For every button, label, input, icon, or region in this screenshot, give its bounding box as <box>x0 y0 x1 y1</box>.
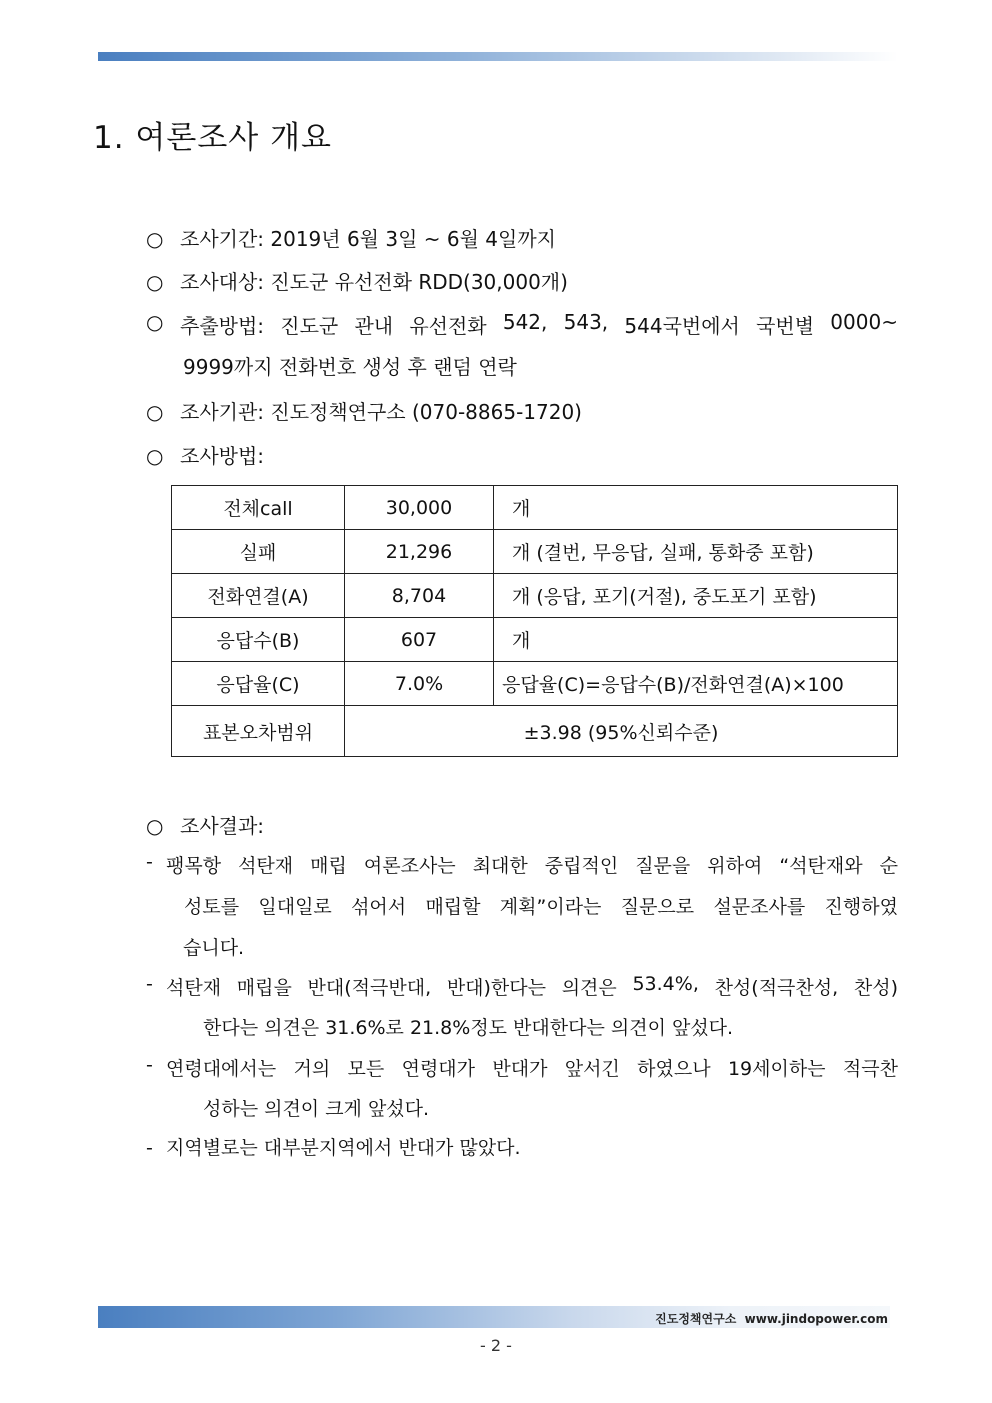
word: 543, <box>563 310 609 334</box>
row-label: 전체call <box>172 486 345 530</box>
word: 하였으나 <box>637 1058 711 1080</box>
section-title: 1. 여론조사 개요 <box>93 120 332 156</box>
footer-website-link[interactable]: www.jindopower.com <box>744 1312 888 1326</box>
word: “석탄재와 <box>779 855 863 877</box>
method-line-1 <box>180 310 898 339</box>
word: 모든 <box>347 1058 385 1080</box>
error-value: ±3.98 (95%신뢰수준) <box>345 706 898 757</box>
results-label-text: 조사결과: <box>180 814 265 838</box>
target-text: 조사대상: 진도군 유선전화 RDD(30,000개) <box>180 270 568 294</box>
table-row <box>172 530 898 574</box>
row-label: 전화연결(A) <box>172 574 345 618</box>
word: 일대일로 <box>258 896 332 918</box>
table-row <box>172 706 898 757</box>
word: 유선전화 <box>409 314 487 338</box>
word: 반대(적극반대, <box>307 977 432 999</box>
period-text: 조사기간: 2019년 6월 3일 ~ 6월 4일까지 <box>180 227 556 251</box>
word: 질문으로 <box>620 896 695 918</box>
dash-bullet: - <box>146 851 153 873</box>
word: 매립할 <box>425 896 481 918</box>
dash-bullet: - <box>146 973 153 995</box>
word: 반대가 <box>492 1058 548 1080</box>
error-label: 표본오차범위 <box>172 706 345 757</box>
table-row <box>172 574 898 618</box>
p2-line-1 <box>166 973 898 1000</box>
row-note: 개 (결번, 무응답, 실패, 통화중 포함) <box>494 530 898 574</box>
p2-line-2: 한다는 의견은 31.6%로 21.8%정도 반대한다는 의견이 앞섰다. <box>203 1017 734 1039</box>
word: 최대한 <box>472 855 528 877</box>
row-note: 개 <box>494 618 898 662</box>
word: 국번별 <box>756 314 815 338</box>
word: 매립을 <box>236 977 292 999</box>
agency-text: 조사기관: 진도정책연구소 (070-8865-1720) <box>180 400 582 424</box>
circle-bullet-icon: ○ <box>146 270 164 294</box>
overview-period <box>146 223 556 252</box>
word: 팽목항 <box>166 855 222 877</box>
table-row <box>172 486 898 530</box>
word: 찬성(적극찬성, <box>714 977 839 999</box>
word: 질문을 <box>635 855 691 877</box>
word: 544국번에서 <box>624 314 740 338</box>
row-note: 개 <box>494 486 898 530</box>
circle-bullet-icon: ○ <box>146 444 164 468</box>
word: 계획”이라는 <box>499 896 602 918</box>
word: 거의 <box>293 1058 331 1080</box>
word: 추출방법: <box>180 314 265 338</box>
word: 적극찬 <box>842 1058 898 1080</box>
word: 매립 <box>310 855 347 877</box>
row-label: 응답율(C) <box>172 662 345 706</box>
row-note: 개 (응답, 포기(거절), 중도포기 포함) <box>494 574 898 618</box>
word: 여론조사는 <box>363 855 456 877</box>
p3-line-1 <box>166 1054 898 1081</box>
word: 순 <box>879 855 898 877</box>
header-bar <box>98 52 898 61</box>
word: 0000~ <box>830 310 898 334</box>
word: 진행하였 <box>824 896 898 918</box>
circle-bullet-icon: ○ <box>146 227 164 251</box>
word: 섞어서 <box>351 896 407 918</box>
word: 53.4%, <box>632 973 699 995</box>
result-paragraph-3 <box>146 1054 898 1081</box>
word: 연령대가 <box>401 1058 476 1080</box>
overview-method-label <box>146 440 264 469</box>
word: 석탄재 <box>166 977 222 999</box>
result-paragraph-1 <box>146 851 898 878</box>
row-value: 7.0% <box>345 662 494 706</box>
row-label: 응답수(B) <box>172 618 345 662</box>
word: 성토를 <box>184 896 240 918</box>
page-number: - 2 - <box>480 1336 512 1355</box>
p1-line-3: 습니다. <box>183 937 245 959</box>
word: 중립적인 <box>544 855 619 877</box>
circle-bullet-icon: ○ <box>146 400 164 424</box>
word: 진도군 <box>280 314 339 338</box>
word: 석탄재 <box>238 855 294 877</box>
p4-text: 지역별로는 대부분지역에서 반대가 많았다. <box>166 1137 521 1159</box>
method-label-text: 조사방법: <box>180 444 265 468</box>
word: 의견은 <box>561 977 617 999</box>
dash-bullet: - <box>146 1137 153 1159</box>
word: 19세이하는 <box>727 1058 826 1080</box>
p3-line-2: 성하는 의견이 크게 앞섰다. <box>203 1098 430 1120</box>
row-value: 21,296 <box>345 530 494 574</box>
p1-line-2 <box>184 892 898 919</box>
word: 관내 <box>354 314 394 338</box>
row-note: 응답율(C)=응답수(B)/전화연결(A)×100 <box>494 662 898 706</box>
row-label: 실패 <box>172 530 345 574</box>
method-line-2: 9999까지 전화번호 생성 후 랜덤 연락 <box>183 355 517 379</box>
row-value: 30,000 <box>345 486 494 530</box>
word: 542, <box>502 310 548 334</box>
p1-line-1 <box>166 851 898 878</box>
word: 설문조사를 <box>713 896 806 918</box>
overview-agency <box>146 396 582 425</box>
word: 연령대에서는 <box>166 1058 277 1080</box>
row-value: 607 <box>345 618 494 662</box>
word: 찬성) <box>853 977 898 999</box>
survey-method-table <box>171 485 898 757</box>
result-paragraph-2 <box>146 973 898 1000</box>
word: 위하여 <box>707 855 763 877</box>
result-paragraph-4 <box>146 1133 521 1160</box>
dash-bullet: - <box>146 1054 153 1076</box>
overview-method <box>146 310 898 339</box>
circle-bullet-icon: ○ <box>146 310 164 334</box>
footer-org <box>655 1310 888 1327</box>
word: 반대)한다는 <box>446 977 546 999</box>
table-row <box>172 662 898 706</box>
overview-target <box>146 266 568 295</box>
footer-org-name: 진도정책연구소 <box>655 1312 737 1326</box>
table-row <box>172 618 898 662</box>
word: 앞서긴 <box>564 1058 620 1080</box>
circle-bullet-icon: ○ <box>146 814 164 838</box>
results-label <box>146 810 264 839</box>
row-value: 8,704 <box>345 574 494 618</box>
